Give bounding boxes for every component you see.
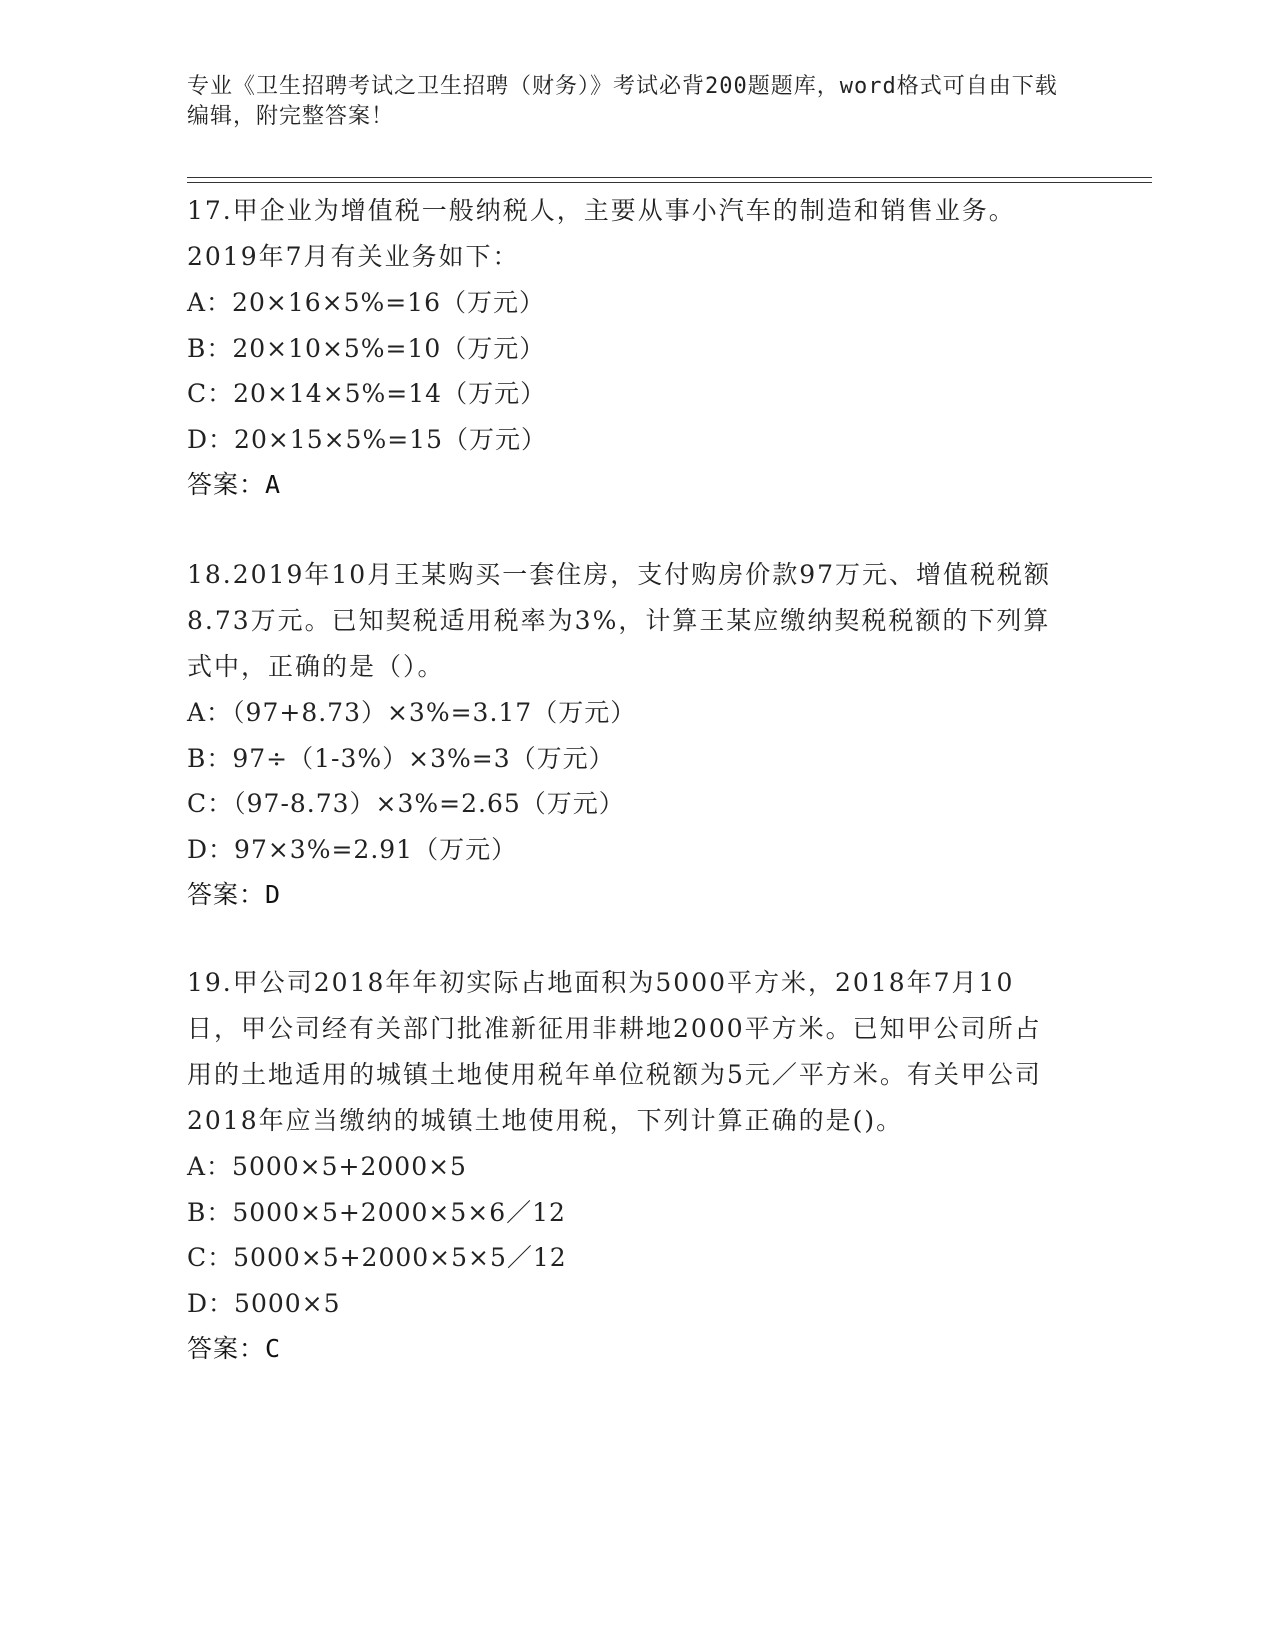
option-a: A：（97+8.73）×3%=3.17（万元） — [187, 698, 637, 727]
header-divider-top — [187, 177, 1152, 178]
option-a: A：5000×5+2000×5 — [187, 1152, 467, 1181]
header-divider-bottom — [187, 182, 1152, 183]
option-a: A：20×16×5%=16（万元） — [187, 288, 545, 317]
option-b: B：5000×5+2000×5×6／12 — [187, 1197, 566, 1227]
question-17 — [187, 188, 1067, 508]
option-d: D：97×3%=2.91（万元） — [187, 834, 518, 864]
question-18 — [187, 552, 1067, 918]
option-b: B：20×10×5%=10（万元） — [187, 333, 546, 363]
answer: 答案：C — [187, 1334, 282, 1363]
answer: 答案：D — [187, 880, 282, 909]
option-d: D：5000×5 — [187, 1288, 341, 1318]
question-19 — [187, 960, 1067, 1372]
option-c: C：20×14×5%=14（万元） — [187, 379, 547, 408]
option-d: D：20×15×5%=15（万元） — [187, 424, 547, 454]
answer: 答案：A — [187, 470, 282, 499]
option-b: B：97÷（1-3%）×3%=3（万元） — [187, 743, 615, 773]
option-c: C：5000×5+2000×5×5／12 — [187, 1243, 567, 1272]
option-c: C：（97-8.73）×3%=2.65（万元） — [187, 789, 625, 818]
question-stem: 18.2019年10月王某购买一套住房，支付购房价款97万元、增值税税额8.73万元。已知契税适用税率为3%，计算王某应缴纳契税税额的下列算式中，正确的是（）。 — [187, 560, 1052, 681]
question-stem: 19.甲公司2018年年初实际占地面积为5000平方米，2018年7月10日，甲公司经有关部门批准新征用非耕地2000平方米。已知甲公司所占用的土地适用的城镇土地使用税年单位税额为5元／平方米。有关甲公司2018年应当缴纳的城镇土地使用税，下列计算正确的是()。 — [187, 968, 1042, 1135]
document-header: 专业《卫生招聘考试之卫生招聘（财务）》考试必背200题题库，word格式可自由下载编辑，附完整答案！ — [187, 74, 1058, 129]
question-stem: 17.甲企业为增值税一般纳税人，主要从事小汽车的制造和销售业务。2019年7月有关业务如下： — [187, 196, 1016, 271]
